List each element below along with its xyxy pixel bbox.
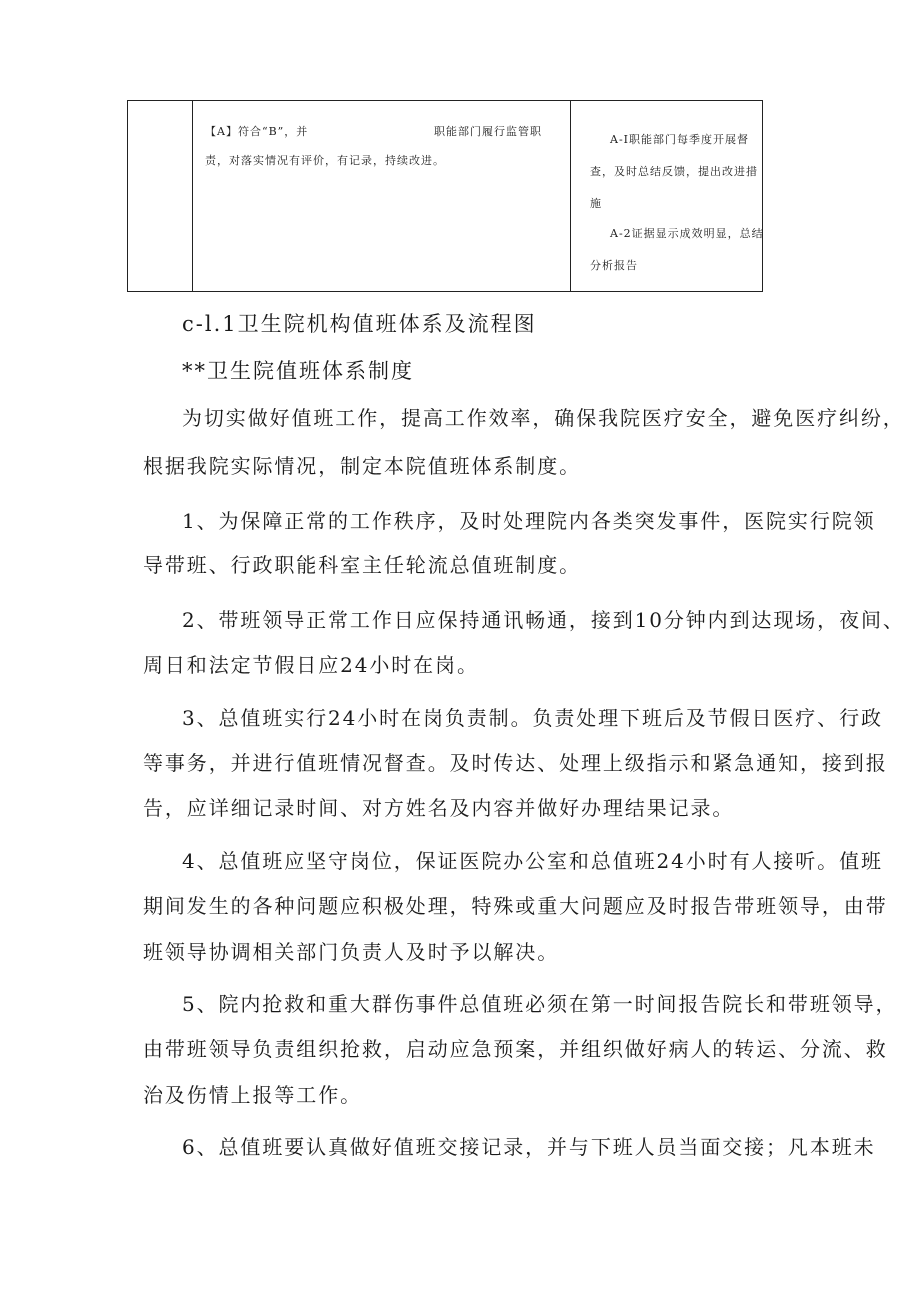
body-line: 根据我院实际情况，制定本院值班体系制度。 (143, 454, 581, 478)
section-title: c-l.1卫生院机构值班体系及流程图 (182, 312, 537, 336)
body-line: 治及伤情上报等工作。 (143, 1083, 362, 1107)
body-line: 由带班领导负责组织抢救，启动应急预案，并组织做好病人的转运、分流、救 (143, 1037, 888, 1061)
evidence-text: A-2证据显示成效明显，总结 (610, 227, 764, 240)
body-line: 等事务，并进行值班情况督查。及时传达、处理上级指示和紧急通知，接到报 (143, 751, 888, 775)
criteria-text: 责，对落实情况有评价，有记录，持续改进。 (205, 154, 445, 167)
evaluation-table (127, 100, 763, 292)
evidence-text: 查，及时总结反馈，提出改进措 (590, 165, 758, 178)
body-line: 为切实做好值班工作，提高工作效率，确保我院医疗安全，避免医疗纠纷， (182, 406, 905, 430)
table-column-divider (570, 101, 571, 291)
body-line: 告，应详细记录时间、对方姓名及内容并做好办理结果记录。 (143, 796, 735, 820)
criteria-text: 【A】符合“B”，并 (205, 125, 309, 138)
body-line: 3、总值班实行24小时在岗负责制。负责处理下班后及节假日医疗、行政 (182, 706, 883, 730)
criteria-text: 职能部门履行监管职 (434, 125, 542, 138)
evidence-text: 施 (590, 197, 602, 210)
body-line: 班领导协调相关部门负责人及时予以解决。 (143, 940, 560, 964)
body-line: 期间发生的各种问题应积极处理，特殊或重大问题应及时报告带班领导，由带 (143, 894, 888, 918)
evidence-text: A-I职能部门每季度开展督 (610, 133, 750, 146)
evidence-text: 分析报告 (590, 259, 638, 272)
body-line: 1、为保障正常的工作秩序，及时处理院内各类突发事件，医院实行院领 (182, 509, 876, 533)
table-column-divider (192, 101, 193, 291)
body-line: 2、带班领导正常工作日应保持通讯畅通，接到10分钟内到达现场，夜间、 (182, 608, 905, 632)
body-line: 6、总值班要认真做好值班交接记录，并与下班人员当面交接；凡本班未 (182, 1135, 876, 1159)
body-line: 4、总值班应坚守岗位，保证医院办公室和总值班24小时有人接听。值班 (182, 849, 883, 873)
body-line: 周日和法定节假日应24小时在岗。 (143, 653, 479, 677)
body-line: 5、院内抢救和重大群伤事件总值班必须在第一时间报告院长和带班领导， (182, 992, 898, 1016)
document-subtitle: **卫生院值班体系制度 (182, 359, 414, 383)
body-line: 导带班、行政职能科室主任轮流总值班制度。 (143, 553, 581, 577)
